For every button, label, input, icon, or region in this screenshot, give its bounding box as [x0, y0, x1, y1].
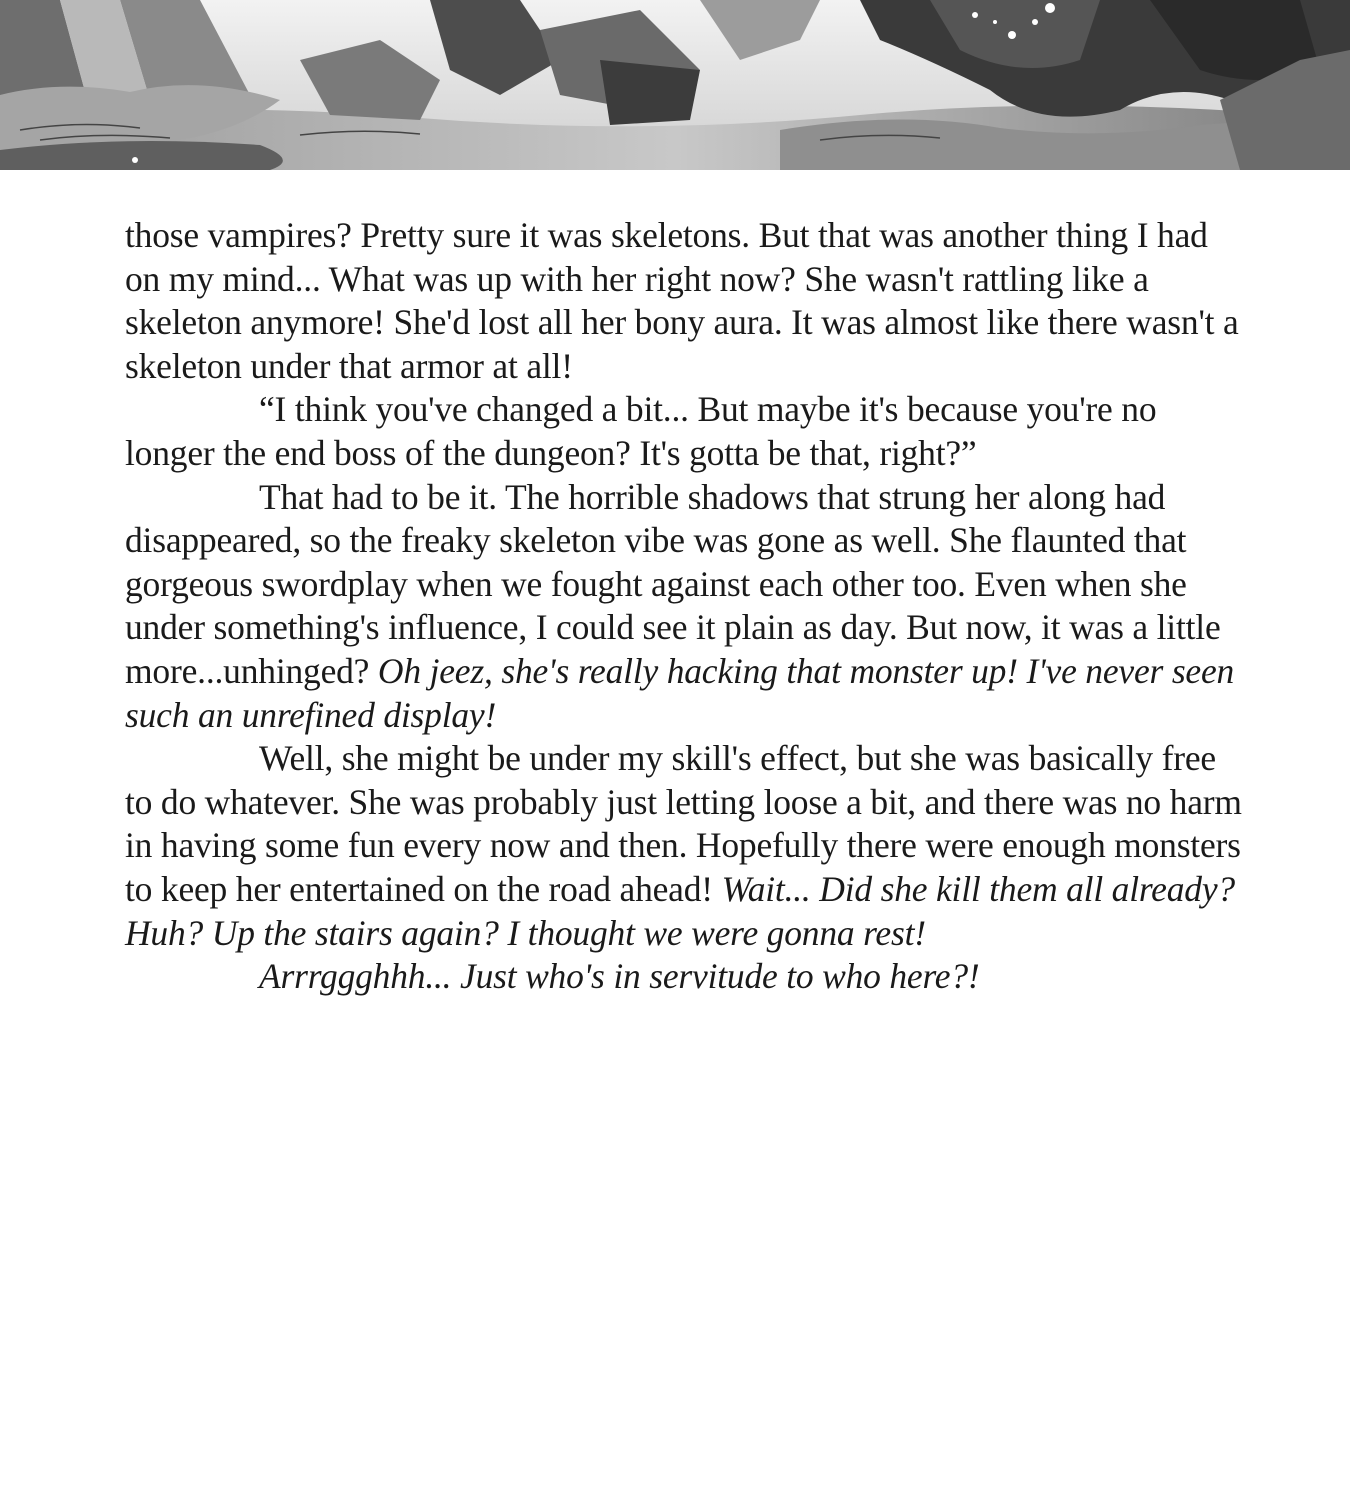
- paragraph-text: Well, she might be under my skill's effect, but she was basically free to do whatever. She was probably just letting loose a bit, and there was no harm in having some fun every now and then. Hopefully there were enough monsters to keep her entertained on the road ahead!: [125, 738, 1242, 909]
- paragraph-text: those vampires? Pretty sure it was skeletons. But that was another thing I had on my mind... What was up with her right now? She wasn't rattling like a skeleton anymore! She'd lost all her bony aura. It was almost like there wasn't a skeleton under that armor at all!: [125, 215, 1239, 386]
- paragraph-text: That had to be it. The horrible shadows that strung her along had disappeared, so the freaky skeleton vibe was gone as well. She flaunted that gorgeous swordplay when we fought against each other too. Even when she under something's influence, I could see it plain as day. But now, it was a little more...unhinged?: [125, 476, 1221, 691]
- inner-thought-text: Oh jeez, she's really hacking that monster up! I've never seen such an unrefined display!: [125, 650, 1235, 735]
- paragraph: [125, 214, 1250, 388]
- forest-landscape-illustration: [0, 0, 1350, 170]
- body-text: [125, 214, 1250, 999]
- paragraph: [125, 476, 1250, 738]
- inner-thought-text: Wait... Did she kill them all already? Huh? Up the stairs again? I thought we were gonna rest!: [125, 868, 1235, 953]
- header-illustration: [0, 0, 1350, 170]
- paragraph: [125, 737, 1250, 955]
- dialogue-text: “I think you've changed a bit... But maybe it's because you're no longer the end boss of the dungeon? It's gotta be that, right?”: [125, 389, 1157, 473]
- paragraph: [125, 955, 1250, 999]
- paragraph: [125, 388, 1250, 475]
- inner-thought-text: Arrrggghhh... Just who's in servitude to who here?!: [259, 956, 980, 997]
